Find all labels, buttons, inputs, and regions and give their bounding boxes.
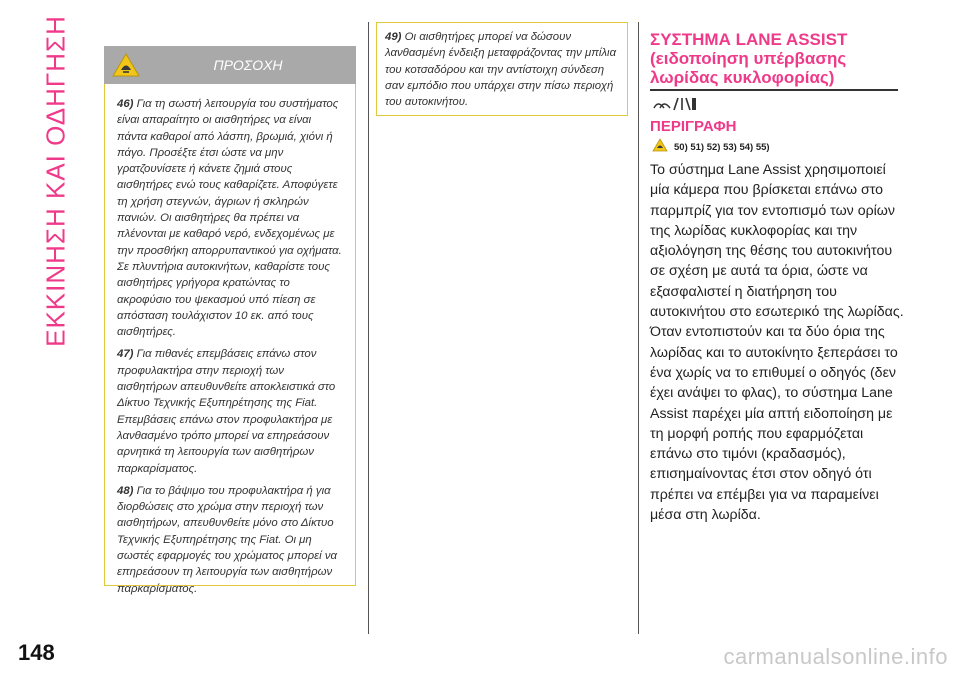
warning-note: 48) Για το βάψιμο του προφυλακτήρα ή για διορθώσεις στο χρώμα στην περιοχή των αισθητήρων, απευθυνθείτε μόνο στο Δίκτυο Τεχνικής Εξυπηρέτησης της Fiat. Οι μη σωστές εφαρμογές του χρώματος μπορεί να επηρεάσουν τη λειτουργία των αισθητήρων παρκαρίσματος. <box>117 484 338 595</box>
warning-note: 46) Για τη σωστή λειτουργία του συστήματος είναι απαραίτητο οι αισθητήρες να είναι πάντα καθαροί από λάσπη, βρωμιά, χιόνι ή πάγο. Προσέξτε έτσι ώστε να μην γρατζουνίσετε ή κάνετε ζημιά στους αισθητήρες ενώ τους καθαρίζετε. Αποφύγετε τη χρήση στεγνών, άγριων ή σκληρών πανιών. Οι αισθητήρες θα πρέπει να πλένονται με καθαρό νερό, ενδεχομένως με την προσθήκη απορρυπαντικού για οχήματα. Σε πλυντήρια αυτοκινήτων, καθαρίστε τους αισθητήρες γρήγορα κρατώντας το ακροφύσιο του ψεκασμού υπό πίεση σε απόσταση τουλάχιστον 10 εκ. από τους αισθητήρες. <box>117 98 342 339</box>
warning-references <box>652 138 770 157</box>
warning-triangle-icon <box>652 138 668 157</box>
warning-header <box>104 46 356 84</box>
section-rule <box>650 89 898 91</box>
warning-body-continued <box>376 22 628 116</box>
description-subtitle: ΠΕΡΙΓΡΑΦΗ <box>650 118 737 135</box>
watermark: carmanualsonline.info <box>723 644 948 669</box>
paragraph: Το σύστημα Lane Assist χρησιμοποιεί μία κάμερα που βρίσκεται επάνω στο παρμπρίζ για τον εντοπισμό των ορίων της λωρίδας κυκλοφορίας και την αξιολόγηση της θέσης του αυτοκινήτου σε σχέση με αυτά τα όρια, ώστε να εξασφαλιστεί η διατήρηση του αυτοκινήτου στο εσωτερικό της λωρίδας. <box>650 162 904 321</box>
chapter-label: ΕΚΚΙΝΗΣΗ ΚΑΙ ΟΔΗΓΗΣΗ <box>40 15 71 347</box>
warning-note: 49) Οι αισθητήρες μπορεί να δώσουν λανθασμένη ένδειξη μεταφράζοντας την μπίλια του κοτσαδόρου και την αντίστοιχη σύνδεση σαν εμπόδιο που υπάρχει στην πίσω περιοχή του αυτοκινήτου. <box>385 31 617 109</box>
warning-body <box>104 84 356 595</box>
section-body <box>650 160 904 525</box>
warning-note: 47) Για πιθανές επεμβάσεις επάνω στον προφυλακτήρα στην περιοχή των αισθητήρων απευθυνθείτε αποκλειστικά στο Δίκτυο Τεχνικής Εξυπηρέτησης της Fiat. Επεμβάσεις επάνω στον προφυλακτήρα με λανθασμένο τρόπο μπορεί να επηρεάσουν αρνητικά τη λειτουργία των αισθητήρων παρκαρίσματος. <box>117 348 336 475</box>
chapter-side-title <box>36 15 76 347</box>
column-divider <box>368 22 369 634</box>
section-title: ΣΥΣΤΗΜΑ LANE ASSIST (ειδοποίηση υπέρβασης λωρίδας κυκλοφορίας) <box>650 30 848 87</box>
lane-assist-feature-icon <box>652 96 702 112</box>
column-divider <box>638 22 639 634</box>
reference-numbers: 50) 51) 52) 53) 54) 55) <box>674 142 770 153</box>
paragraph: Όταν εντοπιστούν και τα δύο όρια της λωρίδας και το αυτοκίνητο ξεπεράσει το ένα χωρίς να το επιθυμεί ο οδηγός (δεν έχει ανάψει το φλας), το σύστημα Lane Assist παρέχει μία απτή ειδοποίηση με τη μορφή ροπής που εφαρμόζεται επάνω στο τιμόνι (κραδασμός), επισημαίνοντας έτσι στον οδηγό ότι πρέπει να επέμβει για να παραμείνει μέσα στη λωρίδα. <box>650 324 898 524</box>
warning-title: ΠΡΟΣΟΧΗ <box>213 57 283 73</box>
warning-triangle-icon <box>112 53 140 77</box>
page-number: 148 <box>18 640 55 665</box>
